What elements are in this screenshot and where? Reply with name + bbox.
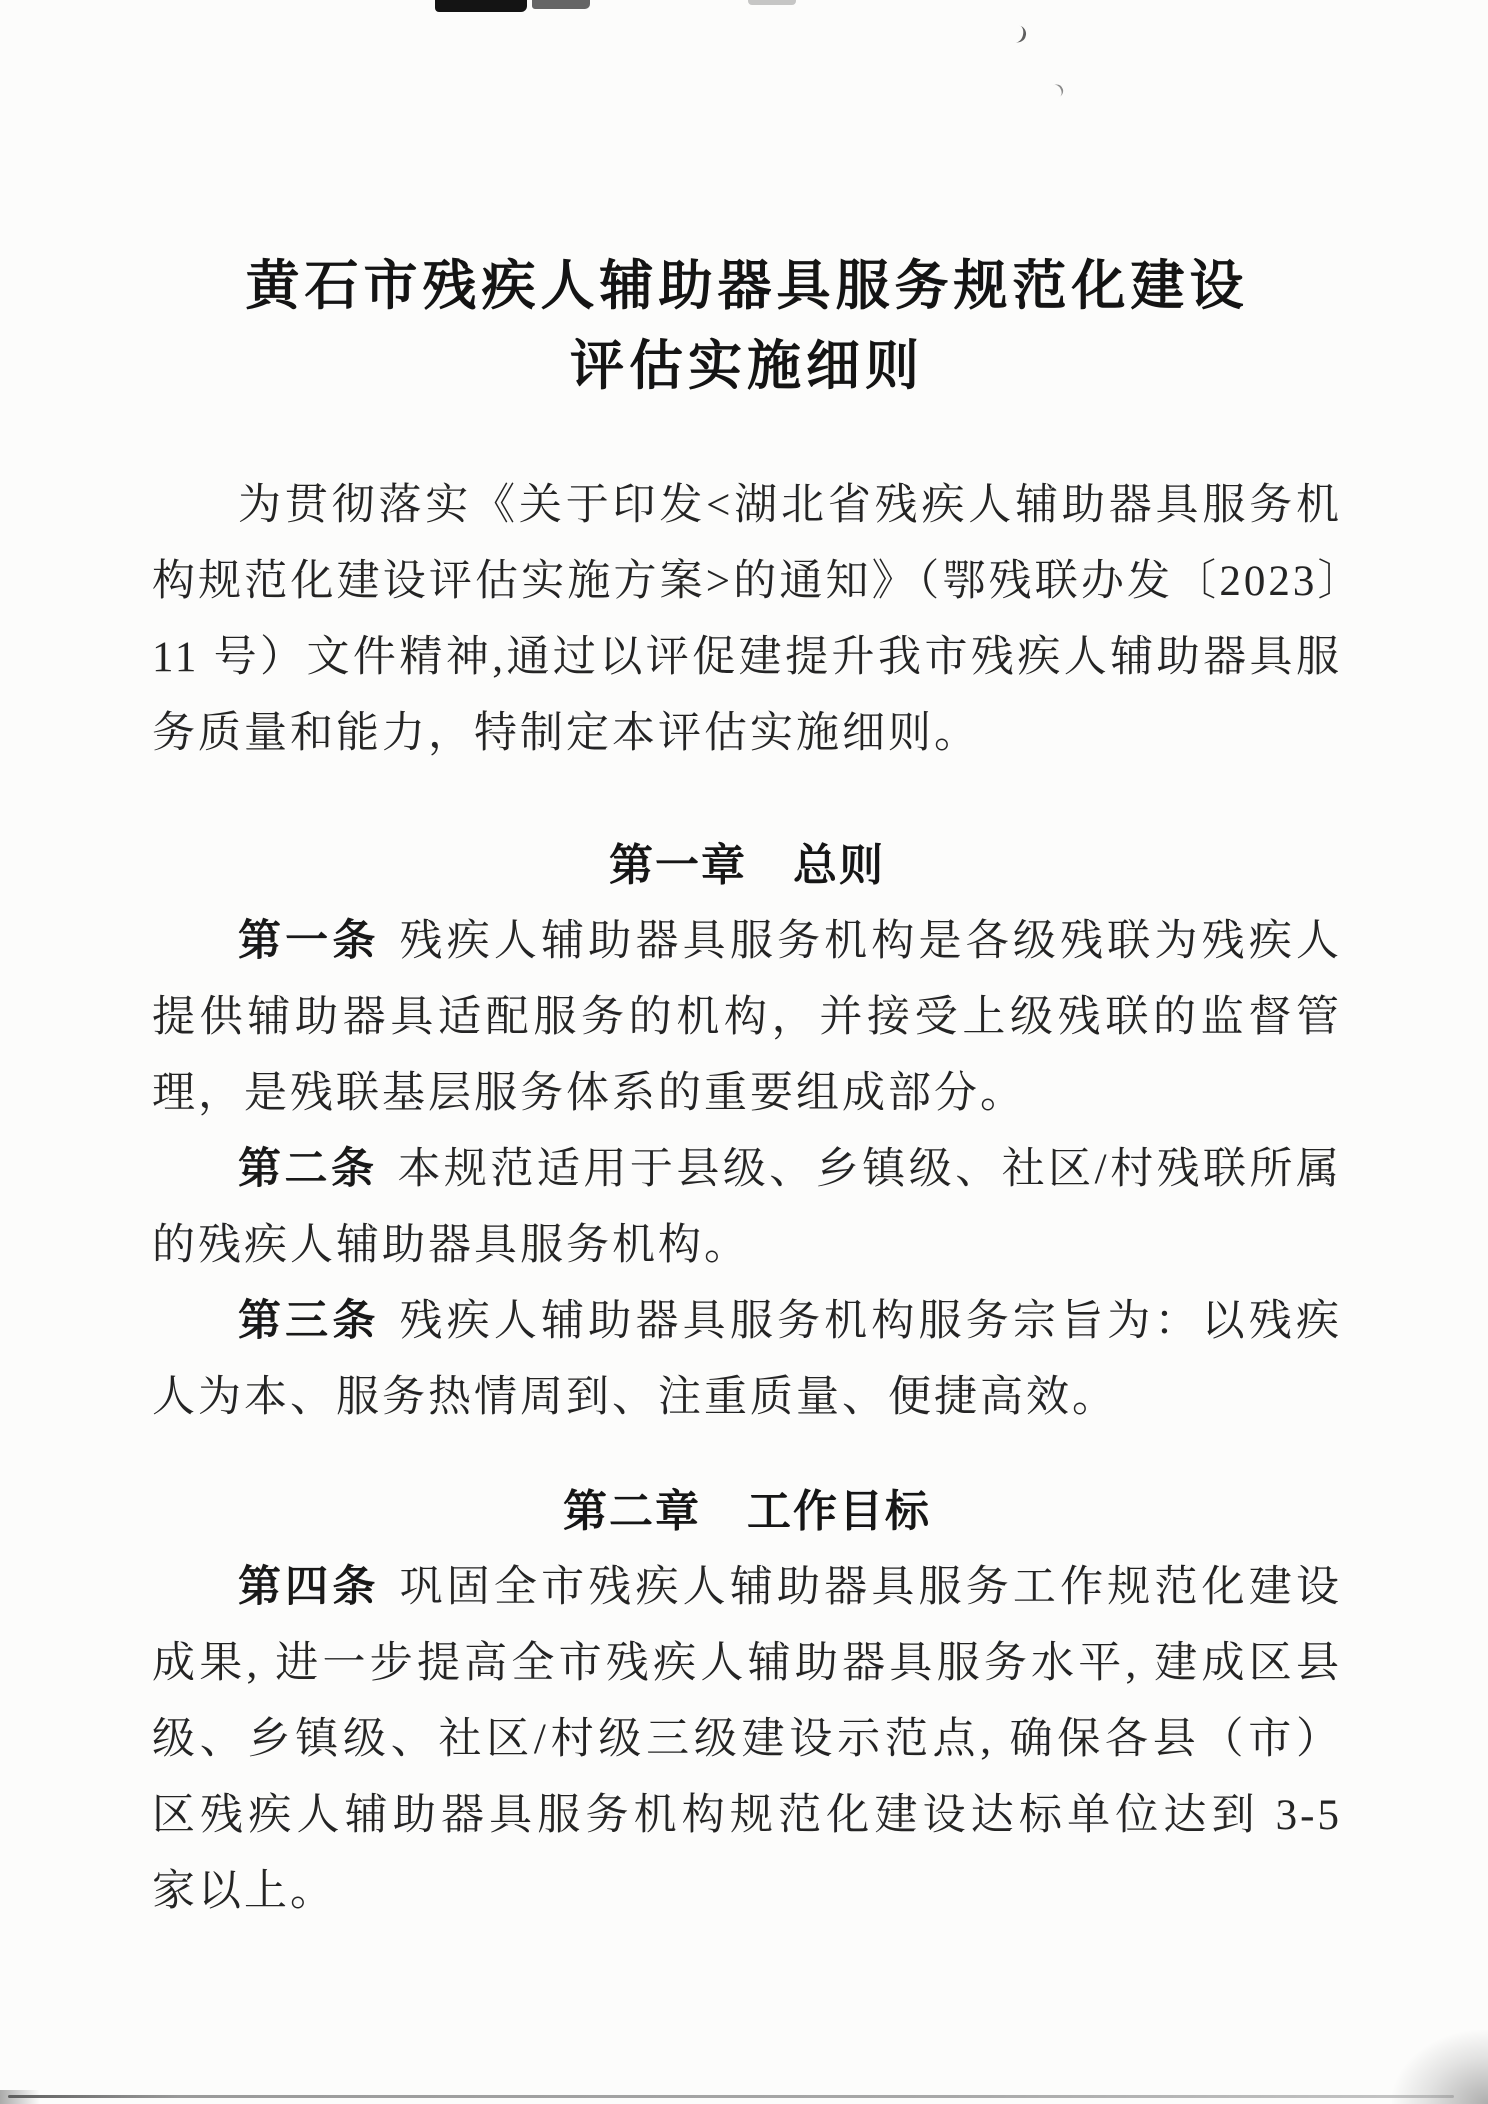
article-4-paragraph bbox=[152, 1550, 1342, 1930]
article-2-text: 本规范适用于县级、乡镇级、社区/村残联所属的残疾人辅助器具服务机构。 bbox=[152, 1146, 1343, 1269]
article-3-label: 第三条 bbox=[238, 1298, 380, 1345]
article-2-label: 第二条 bbox=[238, 1146, 378, 1193]
document-body bbox=[152, 0, 1342, 1930]
title-line-2: 评估实施细则 bbox=[570, 336, 924, 396]
article-2-paragraph bbox=[152, 1132, 1342, 1284]
chapter-1-heading: 第一章 总则 bbox=[609, 841, 885, 890]
chapter-2-heading: 第二章 工作目标 bbox=[563, 1487, 931, 1536]
article-4-label: 第四条 bbox=[238, 1564, 380, 1611]
article-4-text: 巩固全市残疾人辅助器具服务工作规范化建设成果, 进一步提高全市残疾人辅助器具服务水平, 建成区县级、乡镇级、社区/村级三级建设示范点, 确保各县（市）区残疾人辅助器具服务机构规范化建设达标单位达到 3-5 家以上。 bbox=[152, 1564, 1343, 1915]
article-1-label: 第一条 bbox=[238, 918, 380, 965]
scan-artifact-left-smudge bbox=[0, 2090, 40, 2104]
article-3-paragraph bbox=[152, 1284, 1342, 1436]
title-line-1: 黄石市残疾人辅助器具服务规范化建设 bbox=[245, 256, 1249, 316]
document-title bbox=[152, 0, 1342, 406]
article-3-text: 残疾人辅助器具服务机构服务宗旨为：以残疾人为本、服务热情周到、注重质量、便捷高效。 bbox=[152, 1298, 1343, 1421]
scan-artifact-bottom-edge-line bbox=[8, 2095, 1454, 2098]
article-1-paragraph bbox=[152, 904, 1342, 1132]
intro-paragraph: 为贯彻落实《关于印发<湖北省残疾人辅助器具服务机构规范化建设评估实施方案>的通知》（鄂残联办发〔2023〕11 号）文件精神,通过以评促建提升我市残疾人辅助器具服务质量和能力，特制定本评估实施细则。 bbox=[152, 482, 1342, 757]
article-1-text: 残疾人辅助器具服务机构是各级残联为残疾人提供辅助器具适配服务的机构，并接受上级残联的监督管理，是残联基层服务体系的重要组成部分。 bbox=[152, 918, 1343, 1117]
scan-artifact-corner-smudge bbox=[1392, 2030, 1488, 2104]
